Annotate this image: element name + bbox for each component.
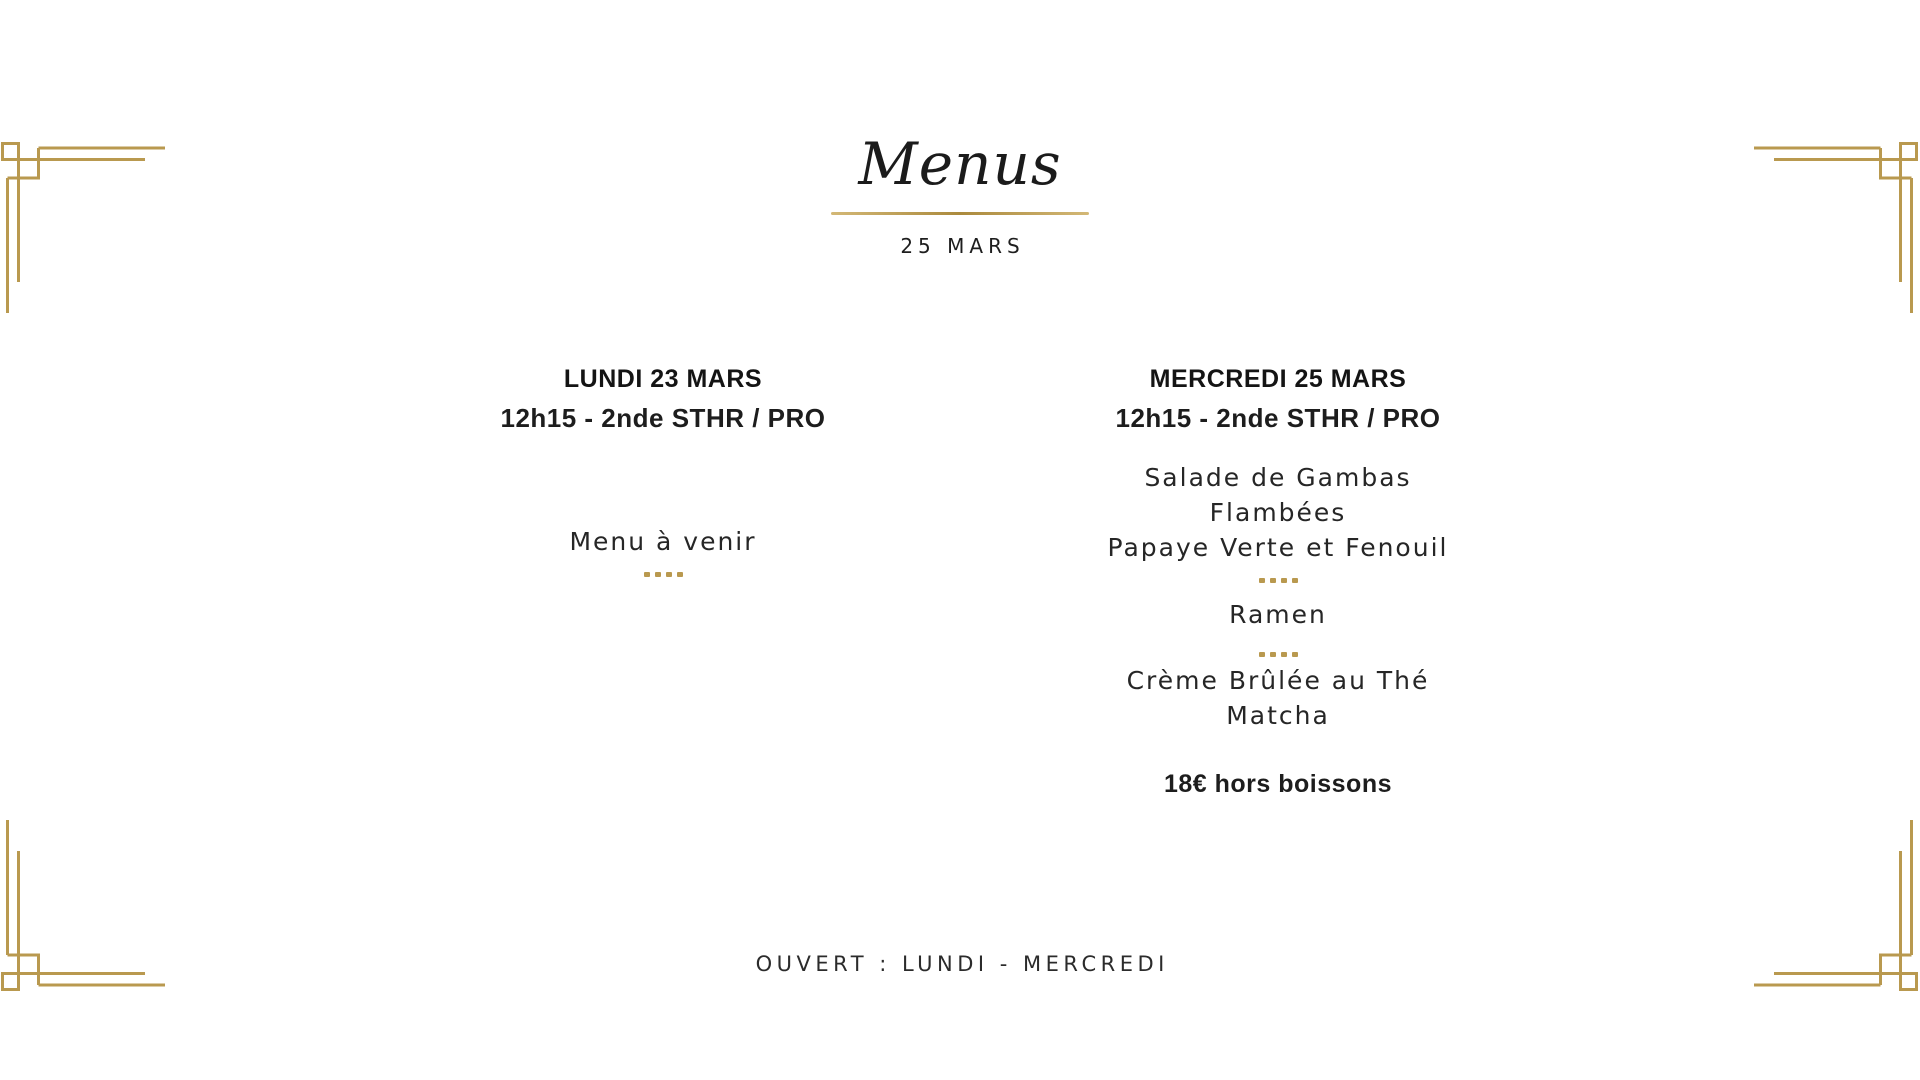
dots-separator-icon: [1018, 578, 1538, 583]
column-heading: MERCREDI 25 MARS: [1149, 365, 1407, 393]
dish-placeholder: [403, 524, 923, 559]
column-subheading: 12h15 - 2nde STHR / PRO: [500, 403, 826, 433]
dish-dessert: [1018, 663, 1538, 733]
menu-column-lundi: [403, 366, 923, 577]
dish-line: Flambées: [1209, 498, 1347, 527]
menu-column-mercredi: [1018, 366, 1538, 799]
dish-starter: [1018, 460, 1538, 565]
dish-line: Salade de Gambas: [1144, 463, 1412, 492]
price-note: 18€ hors boissons: [1163, 770, 1393, 798]
title-divider: [831, 212, 1089, 215]
dish-main: [1018, 597, 1538, 632]
page-title: Menus: [858, 130, 1062, 198]
dish-line: Menu à venir: [569, 527, 757, 556]
dish-line: Matcha: [1226, 701, 1330, 730]
dish-line: Papaye Verte et Fenouil: [1107, 533, 1449, 562]
dish-line: Ramen: [1229, 600, 1327, 629]
column-subheading: 12h15 - 2nde STHR / PRO: [1115, 403, 1441, 433]
column-heading: LUNDI 23 MARS: [563, 365, 763, 393]
opening-hours: OUVERT : LUNDI - MERCREDI: [755, 952, 1169, 976]
dish-line: Crème Brûlée au Thé: [1126, 666, 1430, 695]
dots-separator-icon: [1018, 652, 1538, 657]
date-subtitle: 25 MARS: [900, 233, 1025, 258]
dots-separator-icon: [403, 572, 923, 577]
title-block: [0, 132, 1920, 259]
